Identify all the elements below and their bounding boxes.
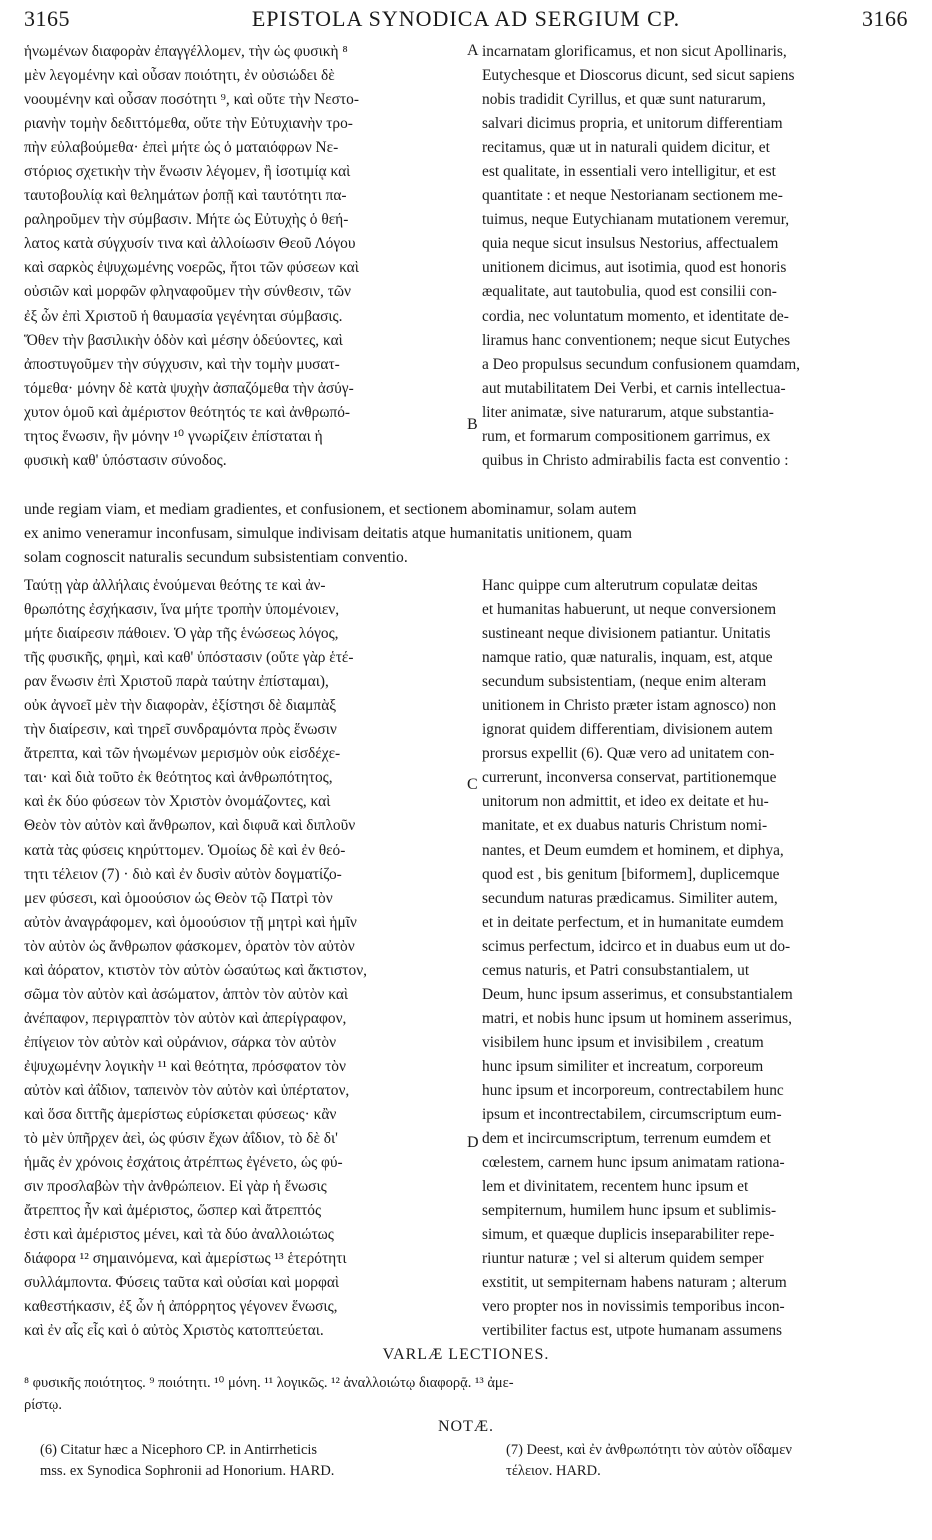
note-7 — [506, 1440, 916, 1482]
note-line: τέλειον. HARD. — [506, 1463, 601, 1479]
section-marker-d: D — [467, 1134, 479, 1151]
latin-text-line: cordia, nec voluntatum momento, et identitate de- — [482, 307, 789, 325]
latin-text-line: a Deo propulsus secundum confusionem quamdam, — [482, 355, 801, 373]
greek-text-line: αὐτὸν καὶ ἀΐδιον, ταπεινὸν τὸν αὐτὸν καὶ ὑπέρτατον, — [24, 1081, 350, 1099]
greek-text-line: χυτον ὁμοῦ καὶ ἀμέριστον θεότητός τε καὶ ἀνθρωπό- — [24, 403, 351, 421]
note-line: mss. ex Synodica Sophronii ad Honorium. HARD. — [40, 1463, 335, 1479]
latin-text-line: manitate, et ex duabus naturis Christum nomi- — [482, 817, 768, 835]
latin-text-line: sempiternum, humilem hunc ipsum et sublimis- — [482, 1202, 777, 1220]
latin-text-line: cœlestem, carnem hunc ipsum animatam rationa- — [482, 1154, 785, 1172]
greek-text-line: διάφορα ¹² σημαινόμενα, καὶ ἀμερίστως ¹³ ἑτερότητι — [24, 1250, 347, 1268]
greek-text-line: τὸ μὲν ὑπῆρχεν ἀεὶ, ὡς φύσιν ἔχων ἀΐδιον, τὸ δὲ δι' — [24, 1130, 338, 1148]
greek-text-line: μεν φύσεσι, καὶ ὁμοούσιον ὡς Θεὸν τῷ Πατρὶ τὸν — [24, 889, 333, 907]
latin-text-line: scimus perfectum, idcirco et in duabus eum ut do- — [482, 937, 791, 955]
latin-text-line: vertibiliter factus est, utpote humanam assumens — [482, 1322, 783, 1340]
greek-text-line: λατος κατὰ σύγχυσίν τινα καὶ ἀλλοίωσιν Θεοῦ Λόγου — [24, 235, 356, 253]
latin-text-line: quantitate : et neque Nestorianam sectionem me- — [482, 187, 783, 205]
greek-text-line: τὴν διαίρεσιν, καὶ τηρεῖ συνδραμόντα πρὸς ἕνωσιν — [24, 721, 337, 739]
latin-text-line: hunc ipsum similiter et increatum, corporeum — [482, 1057, 764, 1075]
greek-text-line: φυσικὴ καθ' ὑπόστασιν σύνοδος. — [24, 451, 227, 469]
greek-text-line: τητι τέλειον (7) · διὸ καὶ ἐν δυσὶν αὐτὸν δογματίζο- — [24, 865, 342, 883]
latin-text-line: unitorum non admittit, et ideo ex deitate et hu- — [482, 793, 769, 811]
greek-text-line: ἄτρεπτα, καὶ τῶν ἡνωμένων μερισμὸν οὐκ εἰσδέχε- — [24, 745, 341, 763]
section-marker-a: A — [467, 42, 479, 59]
greek-text-line: ἄτρεπτος ἦν καὶ ἀμέριστος, ὥσπερ καὶ ἄτρεπτός — [24, 1202, 322, 1220]
greek-text-line: ταυτοβουλίᾳ καὶ θελημάτων ῥοπῇ καὶ ταυτότητι πα- — [24, 187, 347, 205]
greek-text-line: οὐκ ἀγνοεῖ μὲν τὴν διαφορὰν, ἐξίστησι δὲ διαμπὰξ — [24, 697, 337, 715]
greek-text-line: πὴν εὐλαβούμεθα· ἐπεὶ μήτε ὡς ὁ ματαιόφρων Νε- — [24, 139, 339, 157]
latin-text-line: riuntur naturæ ; vel si alterum quidem semper — [482, 1250, 764, 1268]
notae-heading: NOTÆ. — [437, 1418, 495, 1435]
latin-text-line: aut mutabilitatem Dei Verbi, et carnis intellectua- — [482, 379, 786, 397]
latin-text-line: unitionem in Christo præter istam agnosco) non — [482, 697, 777, 715]
greek-text-line: συλλάμποντα. Φύσεις ταῦτα καὶ οὐσίαι καὶ μορφαὶ — [24, 1274, 340, 1292]
latin-text-line: rum, et formarum compositionem garrimus, ex — [482, 427, 771, 445]
latin-text-line: Eutychesque et Dioscorus dicunt, sed sicut sapiens — [482, 67, 795, 85]
note-line: (7) Deest, καὶ ἐν ἀνθρωπότητι τὸν αὐτὸν οἴδαμεν — [506, 1442, 792, 1458]
greek-text-line: ριανὴν τομὴν δεδιττόμεθα, οὔτε τὴν Εὐτυχιανὴν τρο- — [24, 115, 353, 133]
latin-column-top — [482, 40, 914, 473]
latin-text-line: nobis tradidit Cyrillus, et quæ sunt naturarum, — [482, 91, 766, 109]
latin-text-line: et humanitas habuerunt, ut neque conversionem — [482, 601, 777, 619]
latin-text-line: salvari dicimus propria, et unitorum differentiam — [482, 115, 783, 133]
latin-text-line: dem et incircumscriptum, terrenum eumdem et — [482, 1130, 771, 1148]
page-number-right: 3166 — [862, 6, 908, 31]
greek-text-line: στόριος σχετικὴν τὴν ἕνωσιν λέγομεν, ἢ ἰσοτιμίᾳ καὶ — [24, 163, 351, 181]
latin-text-line: unitionem dicimus, aut isotimia, quod est honoris — [482, 259, 787, 277]
latin-text-line: solam cognoscit naturalis secundum subsistentiam conventio. — [24, 549, 408, 567]
latin-text-line: exstitit, ut sempiternam habens naturam ; alterum — [482, 1274, 787, 1292]
latin-text-line: ipsum et incontrectabilem, circumscriptum eum- — [482, 1106, 782, 1124]
greek-text-line: καθεστήκασιν, ἐξ ὧν ἡ ἀπόρρητος γέγονεν ἕνωσις, — [24, 1298, 338, 1316]
greek-text-line: μήτε διαίρεσιν πάθοιεν. Ὁ γὰρ τῆς ἑνώσεως λόγος, — [24, 625, 339, 643]
latin-text-line: ignorat quidem differentiam, divisionem autem — [482, 721, 773, 739]
latin-text-line: recitamus, quæ ut in naturali quidem dicitur, et — [482, 139, 770, 157]
full-width-paragraph — [24, 498, 914, 571]
latin-text-line: sustineant neque divisionem patiantur. Unitatis — [482, 625, 771, 643]
greek-text-line: οὐσιῶν καὶ μορφῶν φληναφοῦμεν τὴν σύνθεσιν, τῶν — [24, 283, 351, 301]
note-line: (6) Citatur hæc a Nicephoro CP. in Antirrheticis — [40, 1442, 318, 1458]
greek-text-line: ραν ἕνωσιν ἐπὶ Χριστοῦ παρὰ ταύτην ἐπίσταμαι), — [24, 673, 329, 691]
greek-text-line: τόμεθα· μόνην δὲ κατὰ ψυχὴν ἀσπαζόμεθα τὴν ἀσύγ- — [24, 379, 354, 397]
greek-text-line: σιν προσλαβὼν τὴν ἀνθρώπειον. Εἰ γὰρ ἡ ἕνωσις — [24, 1178, 327, 1196]
greek-text-line: τὸν αὐτὸν ὡς ἄνθρωπον φάσκομεν, ὁρατὸν τὸν αὐτὸν — [24, 937, 355, 955]
latin-text-line: prorsus expellit (6). Quæ vero ad unitatem con- — [482, 745, 775, 763]
greek-text-line: ται· καὶ διὰ τοῦτο ἐκ θεότητος καὶ ἀνθρωπότητος, — [24, 769, 333, 787]
latin-text-line: incarnatam glorificamus, et non sicut Apollinaris, — [482, 43, 787, 60]
page-header — [24, 6, 908, 40]
latin-text-line: namque ratio, quæ naturalis, inquam, est, atque — [482, 649, 773, 667]
latin-text-line: unde regiam viam, et mediam gradientes, et confusionem, et sectionem abominamur, solam autem — [24, 501, 637, 518]
running-title: EPISTOLA SYNODICA AD SERGIUM CP. — [251, 6, 681, 31]
latin-column-bottom — [482, 574, 914, 1344]
latin-text-line: quia neque sicut insulsus Nestorius, affectualem — [482, 235, 779, 253]
greek-text-line: Θεὸν τὸν αὐτὸν καὶ ἄνθρωπον, καὶ διφυᾶ καὶ διπλοῦν — [24, 817, 356, 835]
latin-text-line: hunc ipsum et incorporeum, contrectabilem hunc — [482, 1081, 784, 1099]
latin-text-line: quod est , bis genitum [biformem], duplicemque — [482, 865, 780, 883]
greek-text-line: τῆς φυσικῆς, φημὶ, καὶ καθ' ὑπόστασιν (οὔτε γὰρ ἑτέ- — [24, 649, 354, 667]
latin-text-line: Deum, hunc ipsum asserimus, et consubstantialem — [482, 985, 793, 1003]
greek-text-line: Ταύτῃ γὰρ ἀλλήλαις ἑνούμεναι θεότης τε καὶ ἀν- — [24, 577, 326, 594]
page-number-left: 3165 — [24, 6, 70, 31]
latin-text-line: vero propter nos in novissimis temporibus incon- — [482, 1298, 785, 1316]
section-marker-b: B — [467, 416, 478, 433]
greek-text-line: ἡμᾶς ἐν χρόνοις ἐσχάτοις ἀτρέπτως ἐγένετο, ὡς φύ- — [24, 1154, 343, 1172]
latin-text-line: currerunt, inconversa conservat, partitionemque — [482, 769, 777, 787]
greek-text-line: ἐξ ὧν ἐπὶ Χριστοῦ ἡ θαυμασία γεγένηται σύμβασις. — [24, 307, 343, 325]
variant-reading-line: ⁸ φυσικῆς ποιότητος. ⁹ ποιότητι. ¹⁰ μόνη. ¹¹ λογικῶς. ¹² ἀναλλοιώτῳ διαφορᾷ. ¹³ ἀμε- — [24, 1375, 514, 1391]
greek-text-line: θρωπότης ἐσχήκασιν, ἵνα μήτε τροπὴν ὑπομένοιεν, — [24, 601, 340, 619]
greek-text-line: καὶ ἀόρατον, κτιστὸν τὸν αὐτὸν ὡσαύτως καὶ ἄκτιστον, — [24, 961, 367, 979]
note-6 — [40, 1440, 470, 1482]
greek-text-line: καὶ ἐν αἷς εἷς καὶ ὁ αὐτὸς Χριστὸς κατοπτεύεται. — [24, 1322, 324, 1340]
latin-text-line: liter animatæ, sive naturarum, atque substantia- — [482, 403, 774, 421]
latin-text-line: matri, et nobis hunc ipsum ut hominem asserimus, — [482, 1009, 792, 1027]
variae-lectiones-text — [24, 1372, 914, 1416]
greek-text-line: ἀποστυγοῦμεν τὴν σύγχυσιν, καὶ τὴν τομὴν μυσατ- — [24, 355, 340, 373]
latin-text-line: quibus in Christo admirabilis facta est conventio : — [482, 451, 789, 469]
greek-column-top — [24, 40, 462, 473]
greek-text-line: ἐψυχωμένην λογικὴν ¹¹ καὶ θεότητα, πρόσφατον τὸν — [24, 1057, 346, 1075]
greek-text-line: καὶ ὅσα διττῆς ἀμερίστως εὑρίσκεται φύσεως· κἂν — [24, 1106, 337, 1124]
section-marker-c: C — [467, 776, 478, 793]
latin-text-line: ex animo veneramur inconfusam, simulque indivisam deitatis atque humanitatis unitionem, quam — [24, 525, 633, 543]
latin-text-line: Hanc quippe cum alterutrum copulatæ deitas — [482, 577, 758, 594]
greek-text-line: σῶμα τὸν αὐτὸν καὶ ἀσώματον, ἁπτὸν τὸν αὐτὸν καὶ — [24, 985, 349, 1003]
variae-lectiones-heading: VARLÆ LECTIONES. — [382, 1346, 550, 1363]
latin-text-line: secundum subsistentiam, (neque enim alteram — [482, 673, 767, 691]
greek-text-line: τητος ἕνωσιν, ἣν μόνην ¹⁰ γνωρίζειν ἐπίσταται ἡ — [24, 427, 323, 445]
greek-text-line: κατὰ τὰς φύσεις κηρύττομεν. Ὁμοίως δὲ καὶ ἐν θεό- — [24, 841, 346, 859]
latin-text-line: cemus naturis, et Patri consubstantialem, ut — [482, 961, 750, 979]
greek-text-line: Ὅθεν τὴν βασιλικὴν ὁδὸν καὶ μέσην ὁδεύοντες, καὶ — [24, 331, 343, 349]
latin-text-line: tuimus, neque Eutychianam mutationem veremur, — [482, 211, 790, 229]
greek-column-bottom — [24, 574, 462, 1344]
greek-text-line: ἀνέπαφον, περιγραπτὸν τὸν αὐτὸν καὶ ἀπερίγραφον, — [24, 1009, 347, 1027]
latin-text-line: visibilem hunc ipsum et invisibilem , creatum — [482, 1033, 764, 1051]
latin-text-line: nantes, et Deum eumdem et hominem, et diphya, — [482, 841, 784, 859]
latin-text-line: lem et divinitatem, recentem hunc ipsum et — [482, 1178, 749, 1196]
greek-text-line: καὶ σαρκὸς ἐψυχωμένης νοερῶς, ἤτοι τῶν φύσεων καὶ — [24, 259, 359, 277]
greek-text-line: καὶ ἐκ δύο φύσεων τὸν Χριστὸν ὀνομάζοντες, καὶ — [24, 793, 331, 811]
latin-text-line: secundum naturas prædicamus. Similiter autem, — [482, 889, 778, 907]
greek-text-line: ραληροῦμεν τὴν σύμβασιν. Μήτε ὡς Εὐτυχὴς ὁ θεή- — [24, 211, 349, 229]
latin-text-line: æqualitate, aut tautobulia, quod est consilii con- — [482, 283, 777, 301]
greek-text-line: ἐστι καὶ ἀμέριστος μένει, καὶ τὰ δύο ἀναλλοιώτως — [24, 1226, 334, 1244]
latin-text-line: simum, et quæque duplicis inseparabiliter repe- — [482, 1226, 775, 1244]
latin-text-line: est qualitate, in essentiali vero intelligitur, et est — [482, 163, 776, 181]
greek-text-line: ἡνωμένων διαφορὰν ἐπαγγέλλομεν, τὴν ὡς φυσικὴ ⁸ — [24, 43, 348, 60]
latin-text-line: et in deitate perfectum, et in humanitate eumdem — [482, 913, 784, 931]
variant-reading-line: ρίστῳ. — [24, 1397, 62, 1413]
greek-text-line: μὲν λεγομένην καὶ οὖσαν ποιότητι, ἐν οὐσιώδει δὲ — [24, 67, 335, 85]
greek-text-line: νοουμένην καὶ οὖσαν ποσότητι ⁹, καὶ οὔτε τὴν Νεστο- — [24, 91, 359, 109]
greek-text-line: ἐπίγειον τὸν αὐτὸν καὶ οὐράνιον, σάρκα τὸν αὐτὸν — [24, 1033, 337, 1051]
latin-text-line: liramus hanc conventionem; neque sicut Eutyches — [482, 331, 791, 349]
greek-text-line: αὐτὸν ἀναγράφομεν, καὶ ὁμοούσιον τῇ μητρὶ καὶ ἡμῖν — [24, 913, 357, 931]
